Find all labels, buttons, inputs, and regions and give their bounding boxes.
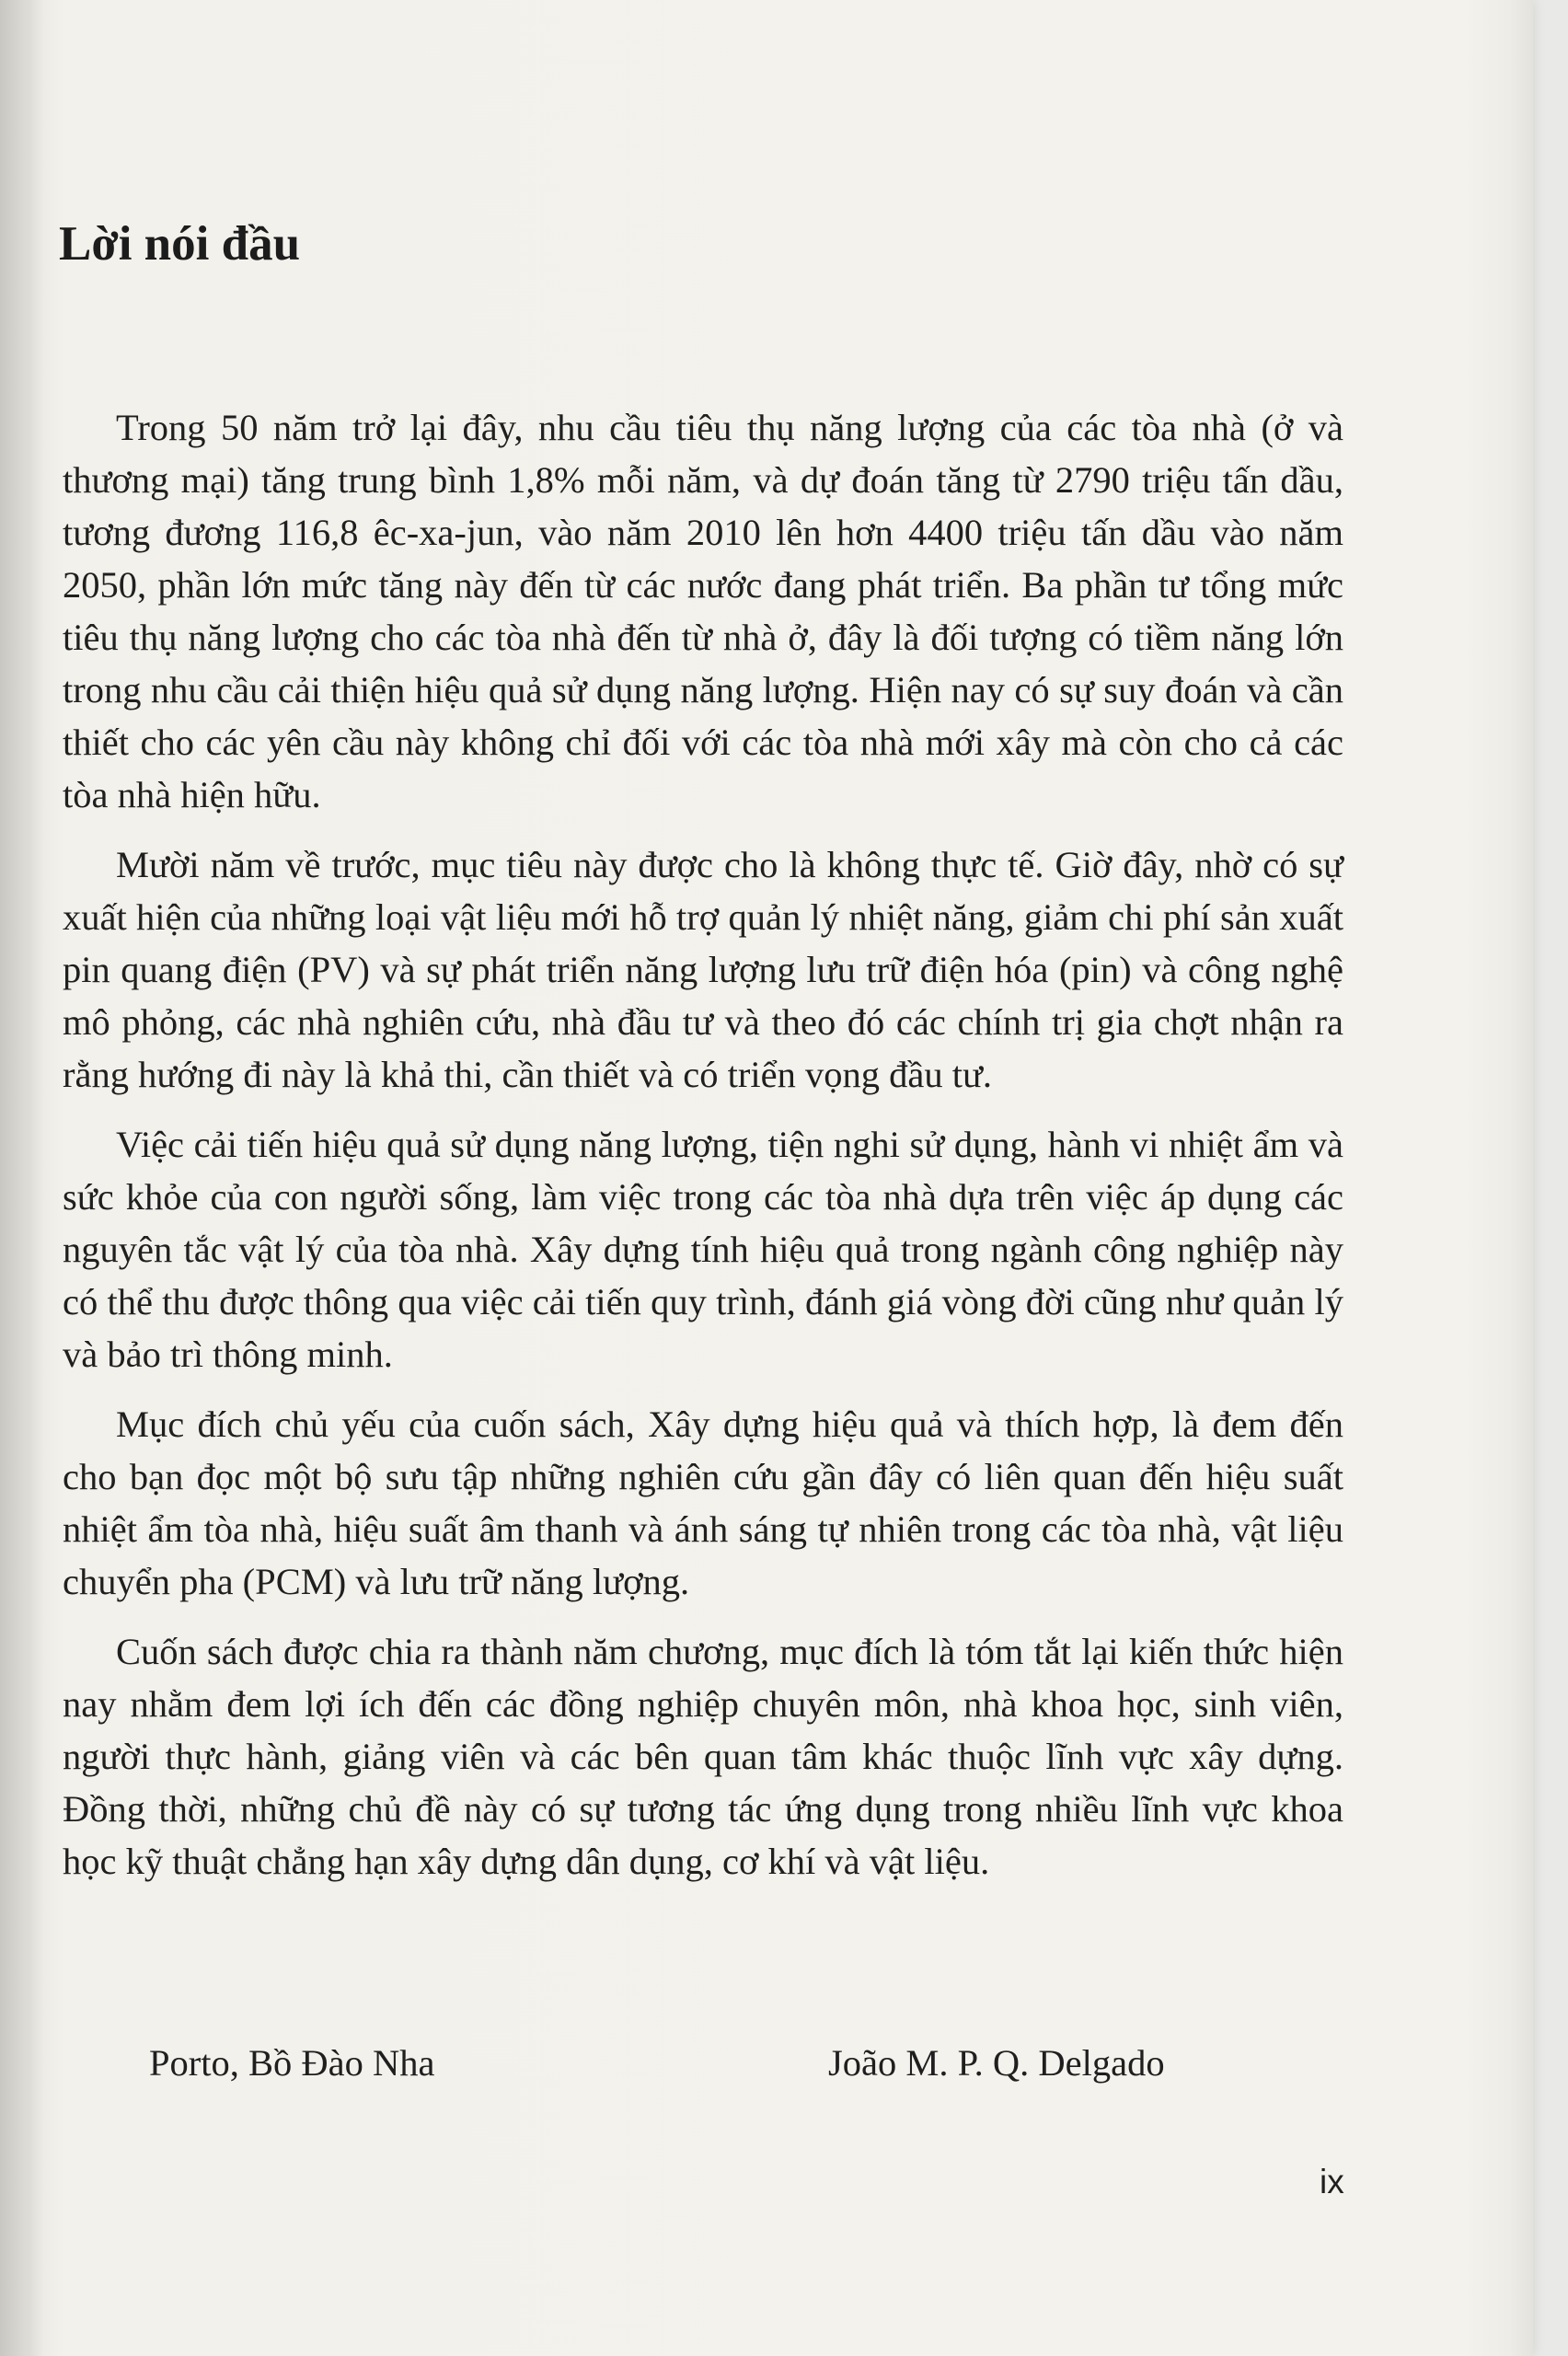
signature-author: João M. P. Q. Delgado (828, 2042, 1165, 2084)
paragraph-3: Việc cải tiến hiệu quả sử dụng năng lượng, tiện nghi sử dụng, hành vi nhiệt ẩm và sức khỏe của con người sống, làm việc trong các tòa nhà dựa trên việc áp dụng các nguyên tắc vật lý của tòa nhà. Xây dựng tính hiệu quả trong ngành công nghiệp này có thể thu được thông qua việc cải tiến quy trình, đánh giá vòng đời cũng như quản lý và bảo trì thông minh. (63, 1124, 1343, 1375)
preface-body (63, 401, 1343, 1905)
paragraph-5: Cuốn sách được chia ra thành năm chương, mục đích là tóm tắt lại kiến thức hiện nay nhằm đem lợi ích đến các đồng nghiệp chuyên môn, nhà khoa học, sinh viên, người thực hành, giảng viên và các bên quan tâm khác thuộc lĩnh vực xây dựng. Đồng thời, những chủ đề này có sự tương tác ứng dụng trong nhiều lĩnh vực khoa học kỹ thuật chẳng hạn xây dựng dân dụng, cơ khí và vật liệu. (63, 1631, 1343, 1882)
signature-line (0, 2041, 1568, 2096)
page-number: ix (1320, 2163, 1344, 2200)
paragraph-1: Trong 50 năm trở lại đây, nhu cầu tiêu thụ năng lượng của các tòa nhà (ở và thương mại) tăng trung bình 1,8% mỗi năm, và dự đoán tăng từ 2790 triệu tấn dầu, tương đương 116,8 êc-xa-jun, vào năm 2010 lên hơn 4400 triệu tấn dầu vào năm 2050, phần lớn mức tăng này đến từ các nước đang phát triển. Ba phần tư tổng mức tiêu thụ năng lượng cho các tòa nhà đến từ nhà ở, đây là đối tượng có tiềm năng lớn trong nhu cầu cải thiện hiệu quả sử dụng năng lượng. Hiện nay có sự suy đoán và cần thiết cho các yên cầu này không chỉ đối với các tòa nhà mới xây mà còn cho cả các tòa nhà hiện hữu. (63, 407, 1343, 815)
page-gutter (0, 0, 28, 2356)
page-title: Lời nói đầu (59, 217, 301, 271)
paragraph-4: Mục đích chủ yếu của cuốn sách, Xây dựng hiệu quả và thích hợp, là đem đến cho bạn đọc một bộ sưu tập những nghiên cứu gần đây có liên quan đến hiệu suất nhiệt ẩm tòa nhà, hiệu suất âm thanh và ánh sáng tự nhiên trong các tòa nhà, vật liệu chuyển pha (PCM) và lưu trữ năng lượng. (63, 1403, 1343, 1602)
paragraph-2: Mười năm về trước, mục tiêu này được cho là không thực tế. Giờ đây, nhờ có sự xuất hiện của những loại vật liệu mới hỗ trợ quản lý nhiệt năng, giảm chi phí sản xuất pin quang điện (PV) và sự phát triển năng lượng lưu trữ điện hóa (pin) và công nghệ mô phỏng, các nhà nghiên cứu, nhà đầu tư và theo đó các chính trị gia chợt nhận ra rằng hướng đi này là khả thi, cần thiết và có triển vọng đầu tư. (63, 844, 1343, 1095)
signature-place: Porto, Bồ Đào Nha (149, 2042, 435, 2084)
